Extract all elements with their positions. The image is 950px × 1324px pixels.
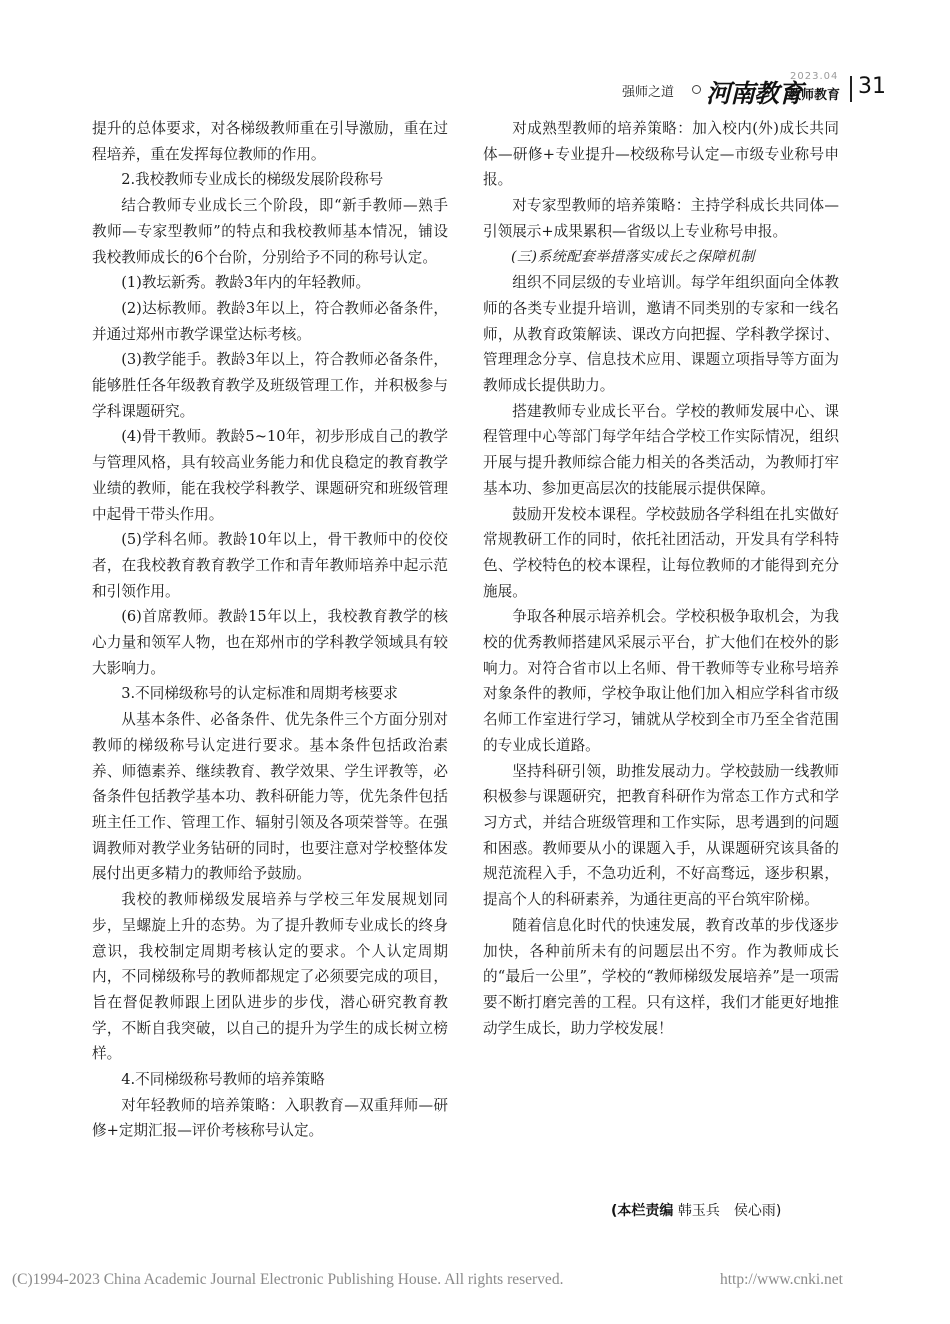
header-divider — [850, 76, 852, 102]
circle-bullet-icon — [692, 85, 701, 94]
paragraph: 组织不同层级的专业培训。每学年组织面向全体教师的各类专业提升培训，邀请不同类别的专家和一线名师，从教育政策解读、课改方向把握、学科教学探讨、管理理念分享、信息技术应用、课题立项指导等方面为教师成长提供助力。 — [483, 274, 839, 395]
page-number: 31 — [858, 74, 886, 99]
paragraph: 提升的总体要求，对各梯级教师重在引导激励，重在过程培养，重在发挥每位教师的作用。 — [92, 120, 448, 163]
section-title: 强师之道 — [622, 85, 675, 100]
editor-label: (本栏责编 — [611, 1203, 674, 1219]
paragraph: 争取各种展示培养机会。学校积极争取机会，为我校的优秀教师搭建风采展示平台，扩大他们在校外的影响力。对符合省市以上名师、骨干教师等专业称号培养对象条件的教师，学校争取让他们加入相应学科省市级名师工作室进行学习，铺就从学校到全市乃至全省范围的专业成长道路。 — [483, 608, 839, 754]
page-header — [0, 71, 950, 110]
paragraph: (3)教学能手。教龄3年以上，符合教师必备条件，能够胜任各年级教育教学及班级管理工作，并积极参与学科课题研究。 — [92, 351, 448, 420]
paragraph: 结合教师专业成长三个阶段，即“新手教师—熟手教师—专家型教师”的特点和我校教师基本情况，铺设我校教师成长的6个台阶，分别给予不同的称号认定。 — [92, 197, 448, 266]
copyright-text: (C)1994-2023 China Academic Journal Electronic Publishing House. All rights reserved. — [12, 1271, 564, 1288]
copyright-footer — [12, 1271, 942, 1289]
paragraph: (4)骨干教师。教龄5~10年，初步形成自己的教学与管理风格，具有较高业务能力和优良稳定的教育教学业绩的教师，能在我校学科教学、课题研究和班级管理中起骨干带头作用。 — [92, 428, 448, 523]
issue-date: 2023.04 — [790, 71, 839, 82]
subheading: 4.不同梯级称号教师的培养策略 — [121, 1071, 325, 1089]
journal-logo: 河南教育 — [706, 79, 803, 108]
left-column — [92, 116, 448, 1144]
footer-url: http://www.cnki.net — [720, 1271, 843, 1288]
paragraph: 对专家型教师的培养策略：主持学科成长共同体—引领展示+成果累积—省级以上专业称号申报。 — [483, 197, 839, 240]
paragraph: 从基本条件、必备条件、优先条件三个方面分别对教师的梯级称号认定进行要求。基本条件包括政治素养、师德素养、继续教育、教学效果、学生评教等，必备条件包括教学基本功、教科研能力等，优先条件包括班主任工作、管理工作、辐射引领及各项荣誉等。在强调教师对教学业务钻研的同时，也要注意对学校整体发展付出更多精力的教师给予鼓励。 — [92, 711, 448, 883]
paragraph: (2)达标教师。教龄3年以上，符合教师必备条件，并通过郑州市教学课堂达标考核。 — [92, 299, 448, 343]
paragraph: 我校的教师梯级发展培养与学校三年发展规划同步，呈螺旋上升的态势。为了提升教师专业成长的终身意识，我校制定周期考核认定的要求。个人认定周期内，不同梯级称号的教师都规定了必须要完成的项目，旨在督促教师跟上团队进步的步伐，潜心研究教育教学，不断自我突破，以自己的提升为学生的成长树立榜样。 — [92, 891, 448, 1063]
editor-credit — [611, 1200, 781, 1220]
journal-subtitle: 教师教育 — [788, 88, 841, 103]
paragraph: 鼓励开发校本课程。学校鼓励各学科组在扎实做好常规教研工作的同时，依托社团活动，开发具有学科特色、学校特色的校本课程，让每位教师的才能得到充分施展。 — [483, 505, 839, 600]
paragraph: (6)首席教师。教龄15年以上，我校教育教学的核心力量和领军人物，也在郑州市的学科教学领域具有较大影响力。 — [92, 608, 448, 677]
editor-names: 韩玉兵 侯心雨) — [677, 1203, 782, 1219]
paragraph: (5)学科名师。教龄10年以上，骨干教师中的佼佼者，在我校教育教育教学工作和青年教师培养中起示范和引领作用。 — [92, 531, 448, 600]
paragraph: 对成熟型教师的培养策略：加入校内(外)成长共同体—研修+专业提升—校级称号认定—市级专业称号申报。 — [483, 120, 839, 189]
subheading: 3.不同梯级称号的认定标准和周期考核要求 — [121, 685, 398, 703]
paragraph: 坚持科研引领，助推发展动力。学校鼓励一线教师积极参与课题研究，把教育科研作为常态工作方式和学习方式，并结合班级管理和工作实际，思考遇到的问题和困惑。教师要从小的课题入手，从课题研究该具备的规范流程入手，不急功近利，不好高骛远，逐步积累，提高个人的科研素养，为通往更高的平台筑牢阶梯。 — [483, 762, 839, 909]
right-column — [483, 116, 839, 1041]
paragraph: 搭建教师专业成长平台。学校的教师发展中心、课程管理中心等部门每学年结合学校工作实际情况，组织开展与提升教师综合能力相关的各类活动，为教师打牢基本功、参加更高层次的技能展示提供保障。 — [483, 402, 839, 497]
section-heading: (三)系统配套举措落实成长之保障机制 — [511, 248, 755, 265]
subheading: 2.我校教师专业成长的梯级发展阶段称号 — [121, 171, 384, 189]
paragraph: 对年轻教师的培养策略：入职教育—双重拜师—研修+定期汇报—评价考核称号认定。 — [92, 1096, 448, 1140]
paragraph: 随着信息化时代的快速发展，教育改革的步伐逐步加快，各种前所未有的问题层出不穷。作为教师成长的“最后一公里”，学校的“教师梯级发展培养”是一项需要不断打磨完善的工程。只有这样，我们才能更好地推动学生成长，助力学校发展！ — [483, 916, 839, 1037]
paragraph: (1)教坛新秀。教龄3年内的年轻教师。 — [121, 274, 371, 292]
